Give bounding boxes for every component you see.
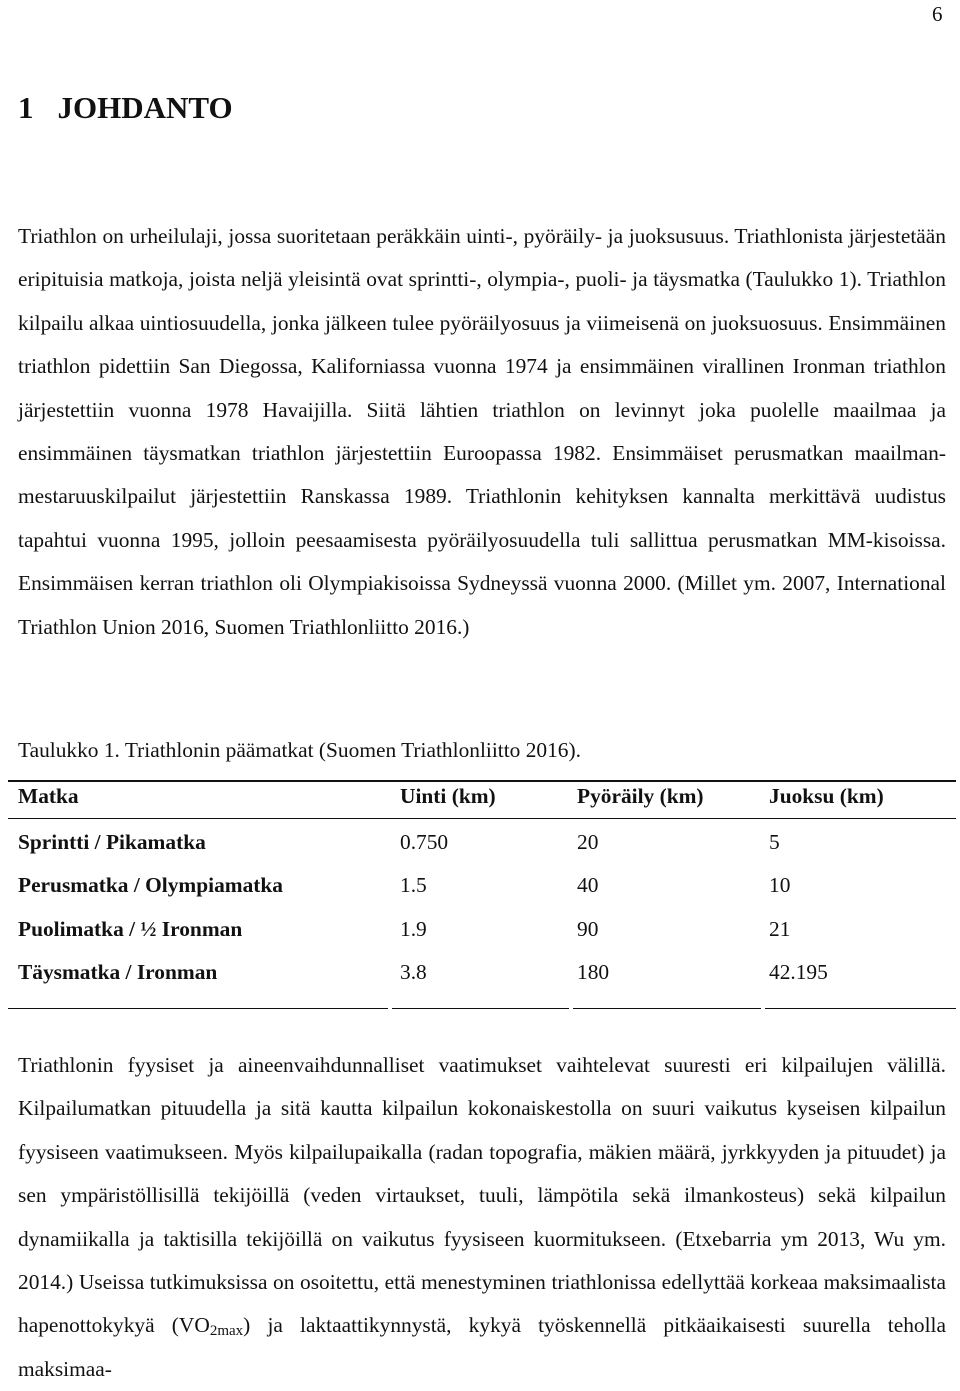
table-bottom-rule	[8, 1008, 956, 1009]
table-rule-gap	[761, 1006, 765, 1010]
paragraph-text: Triathlonin fyysiset ja aineenvaihdunnalliset vaatimukset vaihtelevat suuresti eri kilpailujen välillä. Kilpailumatkan pituudella ja sitä kautta kilpailun kokonaiskestolla on suuri vaikutus kyseisen kilpailun fyysiseen vaatimukseen. Myös kilpailupaikalla (radan topografia, mäkien määrä, jyrkkyyden ja pituudet) ja sen ympäristöllisillä tekijöillä (veden virtaukset, tuuli, lämpötila sekä ilmankosteus) sekä kilpailun dynamiikalla ja taktisilla tekijöillä on vaikutus fyysiseen kuormitukseen. (Etxebarria ym 2013, Wu ym. 2014.) Useissa tutkimuksissa on osoitettu, että menestyminen triathlonissa edellyttää korkeaa maksimaalista hapenottokykyä (	[18, 1053, 946, 1338]
table-cell: 180	[577, 960, 610, 984]
table-cell: 1.9	[400, 917, 427, 941]
table-header-cell: Matka	[18, 784, 79, 808]
table-cell: 40	[577, 873, 599, 897]
vo2-subscript: 2max	[209, 1323, 244, 1340]
table-row-label: Puolimatka / ½ Ironman	[18, 917, 243, 941]
table-cell: 1.5	[400, 873, 427, 897]
table-header-cell: Juoksu (km)	[769, 784, 884, 808]
paragraph-tail: ) ja laktaattikynnystä, kykyä työskennellä pitkäaikaisesti suurella teholla maksimaa-	[18, 1313, 946, 1381]
table-top-rule	[8, 780, 956, 782]
page-number: 6	[932, 2, 943, 26]
chapter-number: 1	[18, 90, 34, 125]
vo2-label: VO	[178, 1313, 210, 1338]
table-row-label: Perusmatka / Olympiamatka	[18, 873, 284, 897]
table-cell: 10	[769, 873, 791, 897]
table-cell: 42.195	[769, 960, 828, 984]
table-cell: 20	[577, 830, 599, 854]
table-row-label: Sprintti / Pikamatka	[18, 830, 206, 854]
table-cell: 0.750	[400, 830, 449, 854]
table-cell: 90	[577, 917, 599, 941]
table-header-cell: Pyöräily (km)	[577, 784, 704, 808]
intro-paragraph: Triathlon on urheilulaji, jossa suoritetaan peräkkäin uinti-, pyöräily- ja juoksusuus. Triathlonista järjestetään eripituisia matkoja, joista neljä yleisintä ovat sprintti-, olympia-, puoli- ja täysmatka (Taulukko 1). Triathlon kilpailu alkaa uintiosuudella, jonka jälkeen tulee pyöräilyosuus ja viimeisenä on juoksuosuus. Ensimmäinen triathlon pidettiin San Diegossa, Kaliforniassa vuonna 1974 ja ensimmäinen virallinen Ironman triathlon järjestettiin vuonna 1978 Havaijilla. Siitä lähtien triathlon on levinnyt joka puolelle maailmaa ja ensimmäinen täysmatkan triathlon järjestettiin Euroopassa 1982. Ensimmäiset perusmatkan maailmanmestaruuskilpailut järjestettiin Ranskassa 1989. Triathlonin kehityksen kannalta merkittävä uudistus tapahtui vuonna 1995, jolloin peesaamisesta pyöräilyosuudella tuli sallittua perusmatkan MM-kisoissa. Ensimmäisen kerran triathlon oli Olympiakisoissa Sydneyssä vuonna 2000. (Millet ym. 2007, International Triathlon Union 2016, Suomen Triathlonliitto 2016.)	[18, 224, 946, 639]
table-rule-gap	[388, 1006, 392, 1010]
table-rule-gap	[569, 1006, 573, 1010]
table-caption: Taulukko 1. Triathlonin päämatkat (Suomen Triathlonliitto 2016).	[18, 738, 581, 762]
chapter-heading	[18, 90, 233, 126]
table-cell: 3.8	[400, 960, 427, 984]
table-row-label: Täysmatka / Ironman	[18, 960, 218, 984]
chapter-title: JOHDANTO	[57, 90, 233, 125]
table-header-rule	[8, 818, 956, 819]
body-paragraph	[18, 1044, 946, 1391]
table-header-cell: Uinti (km)	[400, 784, 496, 808]
table-cell: 5	[769, 830, 780, 854]
table-cell: 21	[769, 917, 791, 941]
